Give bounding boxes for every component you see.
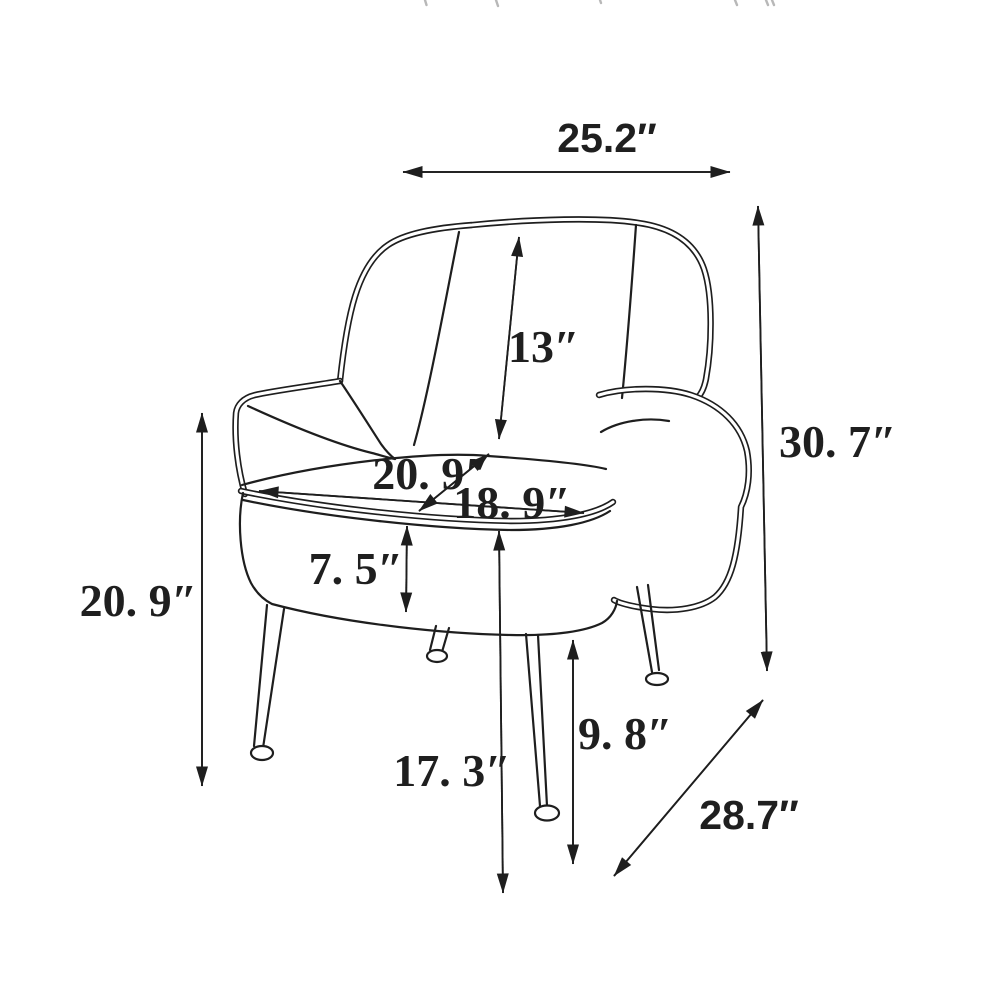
- dim-label-cushion-thickness: 7. 5″: [308, 543, 403, 594]
- dim-label-arm-height-left: 20. 9″: [79, 575, 197, 626]
- cropped-text-remnants: [425, 0, 774, 6]
- dim-label-overall-depth: 28.7″: [699, 792, 799, 838]
- dim-label-overall-height: 30. 7″: [779, 416, 897, 467]
- rear-right-leg: [637, 585, 668, 685]
- front-right-leg: [526, 634, 559, 821]
- dim-label-floor-to-seat: 17. 3″: [393, 745, 511, 796]
- dim-label-leg-height: 9. 8″: [578, 708, 673, 759]
- chair-right-armrest: [599, 389, 749, 610]
- dim-overall-width: [403, 115, 730, 172]
- dim-floor-to-seat: [393, 531, 510, 893]
- dim-backrest-height: [499, 237, 579, 439]
- dim-label-backrest-height: 13″: [508, 321, 580, 372]
- dim-label-overall-width: 25.2″: [557, 115, 657, 161]
- dim-arm-height-left: [80, 413, 202, 786]
- dim-overall-height: [758, 206, 896, 671]
- dim-label-seat-depth: 18. 9″: [453, 477, 571, 528]
- dim-cushion-thickness: [309, 526, 407, 612]
- dim-label-seat-width: 20. 9″: [372, 448, 490, 499]
- chair-left-armrest: [235, 381, 395, 494]
- front-left-leg: [251, 605, 284, 760]
